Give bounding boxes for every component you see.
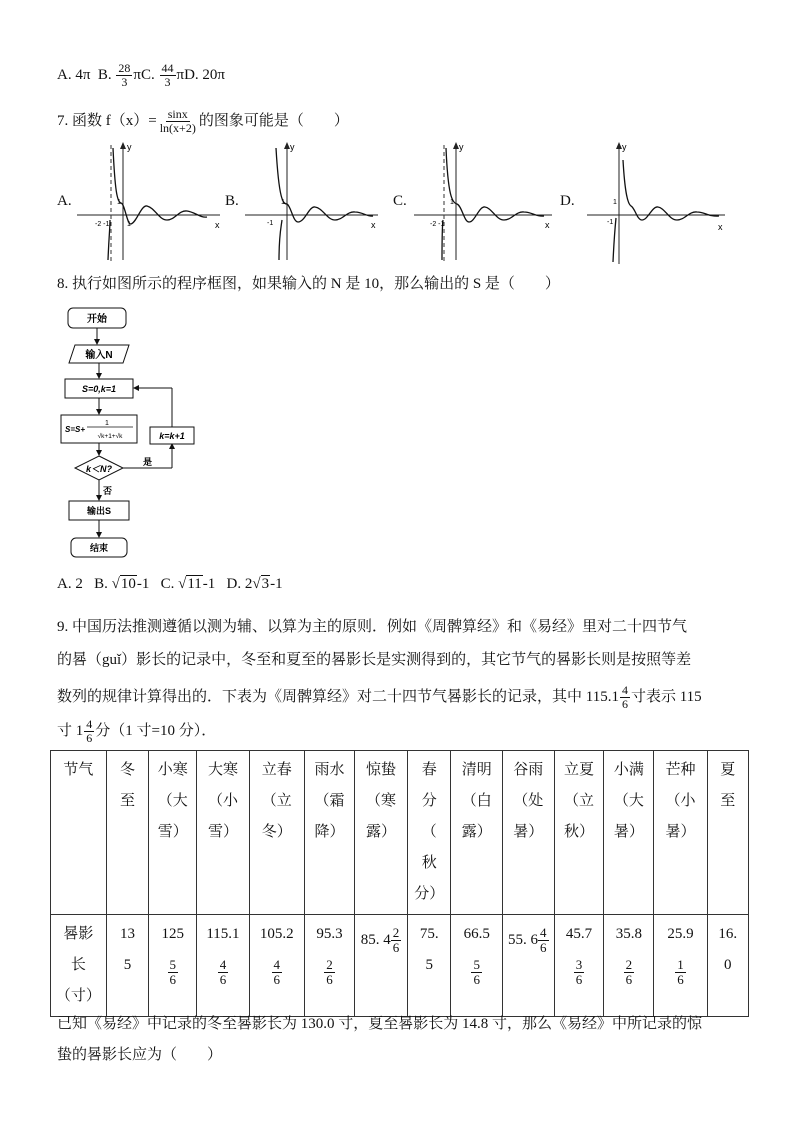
- header-cell-text: 至: [119, 793, 135, 809]
- value-integer: 105.2: [259, 926, 294, 942]
- q9-line-4: 寸 1 $\frac{4}{6}$ 分（1 寸=10 分）．: [57, 717, 217, 745]
- header-cell-text: 冬）: [261, 824, 292, 840]
- header-cell: [149, 751, 197, 915]
- q7-label-a: A.: [57, 193, 72, 209]
- header-cell-text: 小寒: [157, 762, 188, 778]
- header-cell: [354, 751, 407, 915]
- q8-option-d-label: D. 2: [226, 576, 253, 592]
- svg-text:-1: -1: [607, 219, 614, 226]
- table-header-row: [51, 751, 749, 915]
- flow-init-text: S=0,k=1: [81, 384, 117, 394]
- value-integer: 55. 6: [508, 932, 539, 948]
- header-cell-text: 雪）: [157, 824, 188, 840]
- header-cell-text: 秋）: [564, 824, 595, 840]
- header-cell-text: （寒: [366, 793, 397, 809]
- flow-yes-text: 是: [143, 457, 153, 467]
- q8-option-c-radicand: 11: [187, 576, 202, 592]
- q8-question: 8. 执行如图所示的程序框图，如果输入的 N 是 10，那么输出的 S 是（ ）: [57, 276, 560, 292]
- flow-inc-text: k=k+1: [159, 431, 185, 441]
- value-fraction: $\frac{3}{6}$: [575, 957, 583, 987]
- svg-text:x: x: [545, 220, 550, 230]
- header-cell: [554, 751, 604, 915]
- header-cell-text: 暑）: [613, 824, 644, 840]
- header-cell-text: 秋: [421, 855, 437, 871]
- graph-d: [585, 140, 730, 265]
- header-cell-text: 分: [421, 793, 437, 809]
- row-label-text: （寸）: [55, 988, 101, 1004]
- value-integer: 25.9: [667, 926, 694, 942]
- value-fraction: $\frac{4}{6}$: [219, 957, 227, 987]
- value-cell: [249, 915, 305, 1017]
- shadow-length-table: [50, 750, 749, 1017]
- header-cell-text: 分）: [414, 886, 445, 902]
- header-cell-text: 至: [720, 793, 736, 809]
- header-cell-text: 大寒: [207, 762, 238, 778]
- value-integer: 13: [119, 926, 135, 942]
- header-cell-text: 暑）: [665, 824, 696, 840]
- header-cell: [249, 751, 305, 915]
- value-cell: [408, 915, 451, 1017]
- value-cell: [503, 915, 555, 1017]
- header-cell-text: （霜: [314, 793, 345, 809]
- value-integer: 66.5: [463, 926, 490, 942]
- value-integer: 125: [161, 926, 185, 942]
- value-cell: [106, 915, 148, 1017]
- table-value-row: [51, 915, 749, 1017]
- value-integer: 115.1: [206, 926, 240, 942]
- q6-option-a: A. 4π: [57, 66, 91, 83]
- q8-option-c-label: C.: [160, 576, 175, 592]
- svg-text:1: 1: [117, 199, 121, 206]
- flowchart: [55, 300, 215, 565]
- q7-function-fraction: $\frac{\sin x}{\ln(x+2)}$: [159, 107, 196, 135]
- value-cell: [554, 915, 604, 1017]
- header-cell-text: 露）: [461, 824, 492, 840]
- value-fraction: $\frac{4}{6}$: [273, 957, 281, 987]
- value-fraction: $\frac{2}{6}$: [625, 957, 633, 987]
- value-integer: 85. 4: [360, 932, 391, 948]
- flow-sum-num: 1: [105, 420, 109, 427]
- header-cell-text: 春: [421, 762, 437, 778]
- q9-line-2: 的晷（guǐ）影长的记录中，冬至和夏至的晷影长是实测得到的，其它节气的晷影长则是按照等差: [57, 652, 692, 668]
- header-cell-text: 暑）: [513, 824, 544, 840]
- svg-text:-1: -1: [267, 220, 274, 227]
- header-cell: [408, 751, 451, 915]
- header-cell-text: 小满: [613, 762, 644, 778]
- q7-label-b: B.: [225, 193, 239, 209]
- value-cell: [305, 915, 355, 1017]
- header-cell: [197, 751, 249, 915]
- header-cell-text: 露）: [366, 824, 397, 840]
- q8-option-a: A. 2: [57, 576, 83, 592]
- header-cell: [654, 751, 707, 915]
- flow-sum-text: S=S+: [65, 425, 86, 434]
- q6-option-b-label: B.: [97, 66, 112, 83]
- q6-options: [57, 62, 225, 89]
- q6-option-d: πD. 20π: [176, 66, 225, 83]
- flow-end-text: 结束: [89, 543, 109, 553]
- value-fraction: $\frac{2}{6}$: [326, 957, 333, 987]
- value-cell: [451, 915, 503, 1017]
- flow-sum-den: √k+1+√k: [97, 433, 123, 440]
- value-fraction: 4 6: [540, 925, 547, 955]
- header-cell-text: 清明: [461, 762, 492, 778]
- graph-c: [412, 140, 557, 265]
- value-fraction: $\frac{1}{6}$: [677, 957, 684, 987]
- row-label-text: 晷影: [63, 926, 94, 942]
- header-cell-text: 雨水: [314, 762, 345, 778]
- header-cell-text: （立: [564, 793, 595, 809]
- header-cell-text: 惊蛰: [366, 762, 397, 778]
- header-cell-text: （白: [461, 793, 492, 809]
- header-cell-text: 冬: [119, 762, 135, 778]
- header-cell: [503, 751, 555, 915]
- flow-no-text: 否: [103, 486, 113, 496]
- q8-options: A. 2 B. √10-1 C. √11-1 D. 2√3-1: [57, 576, 283, 592]
- header-cell: [451, 751, 503, 915]
- svg-text:-2 -1: -2 -1: [95, 221, 110, 228]
- value-integer-cont: 0: [724, 957, 732, 973]
- header-cell-text: 节气: [63, 762, 94, 778]
- value-integer: 16.: [718, 926, 738, 942]
- svg-text:x: x: [371, 220, 376, 230]
- header-cell-text: 谷雨: [513, 762, 544, 778]
- value-cell: [707, 915, 748, 1017]
- q6-option-c-fraction: $\frac{44}{3}$: [161, 61, 174, 89]
- q7-label-c: C.: [393, 193, 407, 209]
- header-cell: [707, 751, 748, 915]
- q7-question: 7. 函数 f（x）= $\frac{\sin x}{\ln(x+2)}$ 的图象可能是（ ）: [57, 107, 349, 135]
- svg-text:-2 -1: -2 -1: [430, 221, 445, 228]
- header-cell-text: （小: [207, 793, 238, 809]
- row-label-text: 长: [70, 957, 86, 973]
- value-integer-cont: 5: [123, 957, 132, 973]
- header-cell: [604, 751, 654, 915]
- q9-line-3: 数列的规律计算得出的．下表为《周髀算经》对二十四节气晷影长的记录，其中 115.1 $\frac{4}{6}$ 寸表示 115: [57, 683, 702, 711]
- q9-after-line-2: 蛰的晷影长应为（ ）: [57, 1047, 223, 1063]
- header-cell-text: 芒种: [665, 762, 696, 778]
- value-cell: [149, 915, 197, 1017]
- value-cell: [604, 915, 654, 1017]
- value-integer: 95.3: [316, 926, 343, 942]
- q8-option-d-radicand: 3: [261, 576, 270, 592]
- flow-output-text: 输出S: [86, 506, 112, 516]
- svg-text:y: y: [459, 142, 464, 152]
- svg-text:1: 1: [281, 199, 285, 206]
- flow-cond-text: k＜N?: [85, 464, 113, 474]
- header-cell-text: 雪）: [207, 824, 238, 840]
- svg-text:1: 1: [450, 199, 454, 206]
- header-cell-text: （大: [613, 793, 644, 809]
- svg-text:1: 1: [127, 221, 131, 228]
- q9-line-1: 9. 中国历法推测遵循以测为辅、以算为主的原则．例如《周髀算经》和《易经》里对二十四节气: [57, 619, 688, 635]
- svg-text:y: y: [622, 142, 627, 152]
- q6-option-c-label: πC.: [133, 66, 155, 83]
- value-cell: [354, 915, 407, 1017]
- value-fraction: $\frac{5}{6}$: [169, 957, 177, 987]
- header-cell-text: 降）: [314, 824, 345, 840]
- svg-text:x: x: [718, 222, 723, 232]
- value-integer: 75.: [419, 926, 439, 942]
- value-fraction: 2 6: [392, 925, 400, 955]
- value-integer: 35.8: [615, 926, 643, 942]
- header-cell-text: 立夏: [564, 762, 595, 778]
- q7-label-d: D.: [560, 193, 575, 209]
- header-cell-text: （小: [665, 793, 696, 809]
- svg-text:1: 1: [613, 199, 617, 206]
- value-fraction: $\frac{5}{6}$: [473, 957, 480, 987]
- graph-a: [75, 140, 225, 265]
- header-cell: [106, 751, 148, 915]
- header-cell-text: 夏: [720, 762, 736, 778]
- flow-input-text: 输入N: [85, 350, 113, 361]
- row-label-cell: [51, 915, 107, 1017]
- svg-text:y: y: [290, 142, 295, 152]
- value-cell: [197, 915, 249, 1017]
- q8-option-b-radicand: 10: [120, 576, 136, 592]
- header-cell-text: （: [421, 824, 437, 840]
- q6-option-b-fraction: $\frac{28}{3}$: [118, 61, 131, 89]
- header-cell: [305, 751, 355, 915]
- header-cell-text: 立春: [261, 762, 292, 778]
- header-cell: [51, 751, 107, 915]
- header-cell-text: （大: [157, 793, 188, 809]
- header-cell-text: （立: [261, 793, 292, 809]
- graph-b: [243, 140, 383, 265]
- q8-option-b-label: B.: [94, 576, 108, 592]
- svg-text:x: x: [215, 220, 220, 230]
- value-integer-cont: 5: [425, 957, 434, 973]
- flow-start-text: 开始: [87, 314, 107, 325]
- value-integer: 45.7: [565, 926, 593, 942]
- q9-after-line-1: 已知《易经》中记录的冬至晷影长为 130.0 寸，夏至晷影长为 14.8 寸，那么《易经》中所记录的惊: [57, 1016, 703, 1032]
- header-cell-text: （处: [513, 793, 544, 809]
- value-cell: [654, 915, 707, 1017]
- svg-text:y: y: [127, 142, 132, 152]
